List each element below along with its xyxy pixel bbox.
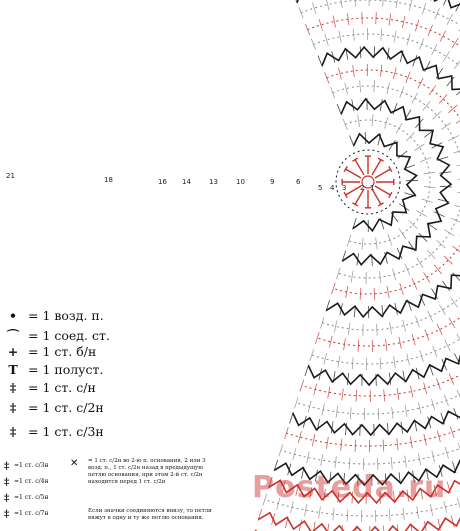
stitch-tick [383,0,384,7]
stitch-tick [414,144,424,151]
legend-row [4,400,104,415]
stitch-tick [448,105,457,113]
stitch-tick [394,356,396,368]
stitch-tick [376,237,378,249]
long-stitch-icon: ‡ [4,508,10,520]
stitch-tick [324,353,327,365]
spoke-stitch [345,169,361,178]
stitch-tick [437,324,442,335]
stitch-tick [410,386,412,398]
legend-label: = 1 ст. с/н [28,380,96,395]
legend-label: = 1 ст. б/н [28,344,97,359]
long-stitch-icon: ‡ [4,476,10,488]
row-number-16: 16 [158,178,167,186]
stitch-tick [335,456,336,468]
stitch-tick [327,524,328,531]
row-number-5: 5 [318,184,323,192]
stitch-tick [376,324,377,336]
stitch-tick [290,412,294,423]
stitch-tick [394,31,396,43]
stitch-tick [383,440,384,452]
stitch-tick [449,374,454,385]
stitch-tick [325,72,329,83]
watermark: Posteda.ru [252,470,447,505]
stitch-tick [360,80,361,92]
stitch-tick [390,322,392,334]
legend-label: = 1 полуст. [28,362,104,377]
stitch-tick [403,508,404,520]
small-legend-row [4,506,48,522]
stitch-tick [409,0,412,11]
stitch-tick [338,68,341,80]
stitch-tick [444,230,454,236]
zigzag-ring [297,0,460,385]
stitch-tick [418,78,424,89]
legend-label: = 1 соед. ст. [28,327,110,343]
stitch-tick [293,0,297,3]
stitch-tick [429,85,436,95]
row-number-2: 2 [360,184,365,192]
legend-label: = 1 возд. п. [28,308,104,323]
stitch-tick [453,273,460,282]
legend-row [4,380,96,395]
spoke-stitch [345,186,361,195]
double-crochet-icon: ‡ [9,380,17,395]
stitch-tick [400,87,404,98]
picot-edge [233,0,460,531]
stitch-tick [399,229,406,239]
half-double-crochet-icon: T [8,362,18,377]
stitch-tick [334,321,337,333]
stitch-tick [362,238,363,250]
stitch-tick [351,271,353,283]
stitch-tick [356,390,357,402]
stitch-tick [439,172,451,173]
stitch-tick [405,264,410,275]
spoke-stitch [372,159,381,175]
double-treble-icon: ‡ [9,424,17,439]
stitch-tick [384,526,385,531]
stitch-tick [384,389,385,401]
stitch-tick [432,44,437,55]
stitch-tick [365,132,366,144]
stitch-tick [392,269,395,281]
stitch-tick [447,14,452,25]
stitch-tick [412,93,418,103]
stitch-tick [408,300,412,311]
single-crochet-icon: + [7,344,19,359]
stitch-tick [374,288,375,300]
stitch-tick [332,283,336,294]
stitch-tick [439,305,445,315]
row-number-10: 10 [236,178,245,186]
stitch-tick [416,210,426,216]
stitch-tick [449,318,455,328]
stitch-tick [405,456,407,468]
stitch-tick [355,0,356,6]
stitch-tick [388,234,392,245]
long-stitch-icon: ‡ [4,492,10,504]
stitch-tick [438,199,450,202]
stitch-tick [325,34,328,46]
spoke-stitch [375,169,391,178]
stitch-tick [440,186,452,187]
stitch-tick [311,39,315,50]
stitch-tick [418,402,421,414]
stitch-tick [358,340,359,352]
slip-stitch-icon: ⌒ [6,328,20,343]
stitch-tick [455,205,460,208]
stitch-tick [397,438,398,450]
stitch-tick [441,123,451,130]
stitch-tick [423,101,430,111]
chain-stitch-icon: • [9,308,17,323]
small-legend-row [4,490,48,506]
small-legend-label: =1 ст. с/7н [14,509,49,517]
stitch-tick [380,218,384,229]
small-legend-label: =1 ст. с/3н [14,461,49,469]
legend-row [4,344,96,359]
spoke-stitch [375,186,391,195]
small-stitch-legend [4,458,48,522]
stitch-tick [338,356,340,368]
stitch-tick [391,457,392,469]
legend-row [4,326,110,344]
stitch-tick [349,457,350,469]
stitch-tick [420,157,431,161]
stitch-tick [419,38,423,49]
stitch-tick [319,507,321,519]
stitch-tick [447,77,455,86]
stitch-tick [279,444,283,455]
small-legend-label: =1 ст. с/5н [14,493,49,501]
stitch-tick [350,407,351,419]
note-crossed-stitch: = 1 ст. с/2н во 2-ю п. основания, 2 или 3 возд. п., 1 ст. с/2н назад в предыдущую петлю основания, при этом 2-й ст. с/2н находится перед 1 ст. с/2н [88,458,206,485]
stitch-tick [378,408,379,420]
stitch-tick [393,103,397,114]
legend-row [4,362,103,377]
small-legend-row [4,458,48,474]
stitch-tick [294,397,298,408]
stitch-tick [427,250,435,259]
stitch-tick [305,365,309,376]
row-number-1: 1 [370,184,375,192]
long-stitch-icon: ‡ [4,460,10,472]
stitch-tick [457,164,460,166]
stitch-tick [437,240,446,248]
legend-row [4,308,104,323]
stitch-tick [380,358,381,370]
stitch-tick [350,136,354,147]
zigzag-ring [241,0,460,531]
row-number-21: 21 [6,172,15,180]
stitch-tick [333,16,335,28]
stitch-tick [443,0,448,5]
stitch-tick [300,380,304,391]
spoke-stitch [355,159,364,175]
note-joined-stitches: Если значки соединяются внизу, то петли вяжут в одну и ту же петлю основания. [88,508,212,521]
stitch-tick [333,508,334,520]
legend-label: = 1 ст. с/3н [28,424,104,439]
stitch-tick [337,104,341,115]
stitch-tick [452,38,458,48]
small-legend-row [4,474,48,490]
stitch-tick [445,340,450,351]
stitch-tick [360,46,361,58]
stitch-tick [353,65,355,77]
stitch-tick [389,509,390,521]
stitch-tick [342,389,343,401]
row-number-14: 14 [182,178,191,186]
stitch-tick [428,311,433,322]
stitch-tick [352,357,353,369]
stitch-tick [340,0,342,8]
stitch-tick [448,135,459,140]
stitch-tick [442,281,449,291]
stitch-tick [372,114,373,126]
chain-ring [264,0,460,464]
stitch-tick [406,72,410,83]
stitch-tick [396,0,398,8]
row-number-6: 6 [296,178,301,186]
chain-ring [283,0,460,414]
stitch-tick [451,516,454,528]
chain-ring [289,0,460,396]
stitch-tick [433,346,437,357]
stitch-tick [389,14,391,26]
stitch-tick [424,187,436,188]
stitch-tick [396,123,402,133]
stitch-tick [435,8,440,19]
stitch-tick [451,298,458,308]
zigzag-ring [279,0,460,435]
small-legend-label: =1 ст. с/4н [14,477,49,485]
zigzag-ring [260,0,460,485]
chain-ring [245,0,460,516]
stitch-rings [233,0,460,531]
stitch-tick [358,115,360,127]
stitch-tick [409,241,416,251]
stitch-tick [326,437,328,449]
stitch-tick [425,61,430,72]
row-number-4: 4 [330,184,335,192]
stitch-tick [434,265,441,274]
crossed-stitch-icon: ✕ [70,458,79,469]
stitch-tick [312,434,314,446]
stitch-tick [386,339,387,351]
stitch-tick [452,246,460,253]
stitch-tick [330,87,334,98]
stitch-tick [381,29,382,41]
stitch-tick [451,218,460,223]
stitch-tick [318,56,322,67]
legend-row [4,424,104,439]
center-motif [336,150,400,214]
stitch-tick [387,286,389,298]
stitch-tick [412,278,417,289]
stitch-tick [424,272,430,282]
legend-label: = 1 ст. с/2н [28,400,104,415]
stitch-tick [456,87,460,95]
stitch-tick [397,525,398,531]
row-number-9: 9 [270,178,275,186]
row-number-18: 18 [104,176,113,184]
stitch-tick [348,323,350,335]
stitch-tick [343,119,347,130]
stitch-tick [428,25,433,36]
stitch-tick [440,31,445,42]
stitch-tick [299,7,303,18]
stitch-tick [456,117,460,124]
row-number-13: 13 [209,178,218,186]
stitch-tick [433,111,442,119]
stitch-tick [374,80,375,92]
stitch-tick [443,51,449,61]
stitch-tick [436,378,440,389]
row-number-3: 3 [342,184,347,192]
stitch-tick [321,454,323,466]
stitch-tick [425,329,429,340]
treble-crochet-icon: ‡ [9,400,17,415]
stitch-tick [360,288,361,300]
stitch-tick [417,258,423,268]
stitch-tick [305,24,309,35]
stitch-tick [355,440,356,452]
stitch-tick [403,320,406,332]
stitch-tick [444,395,448,406]
stitch-tick [376,12,377,24]
stitch-tick [347,509,348,521]
